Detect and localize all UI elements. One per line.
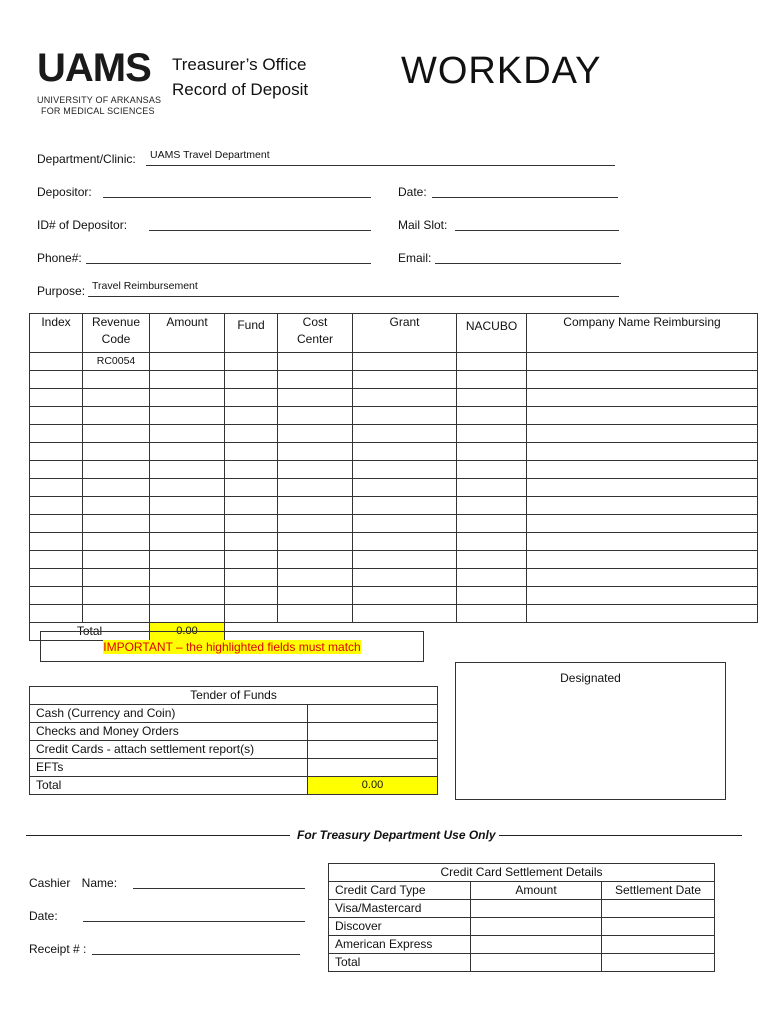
cell-nacubo[interactable] <box>457 587 527 605</box>
cell-cost-center[interactable] <box>278 371 353 389</box>
purpose-value[interactable]: Travel Reimbursement <box>92 280 198 292</box>
cell-fund[interactable] <box>225 425 278 443</box>
table-row <box>329 900 715 918</box>
tender-label-efts: EFTs <box>30 759 308 777</box>
cell-index[interactable] <box>30 407 83 425</box>
table-row <box>329 954 715 972</box>
cell-cost-center[interactable] <box>278 353 353 371</box>
cell-nacubo[interactable] <box>457 371 527 389</box>
header-grant: Grant <box>353 314 457 353</box>
tender-title: Tender of Funds <box>30 687 438 705</box>
cell-amount[interactable] <box>150 551 225 569</box>
cell-company[interactable] <box>527 497 758 515</box>
cell-company[interactable] <box>527 425 758 443</box>
tender-label-credit-cards: Credit Cards - attach settlement report(s) <box>30 741 308 759</box>
cell-fund[interactable] <box>225 461 278 479</box>
cell-company[interactable] <box>527 587 758 605</box>
cell-index[interactable] <box>30 605 83 623</box>
cell-nacubo[interactable] <box>457 479 527 497</box>
workday-title: WORKDAY <box>401 50 602 92</box>
cell-cost-center[interactable] <box>278 587 353 605</box>
table-row <box>30 705 438 723</box>
cell-company[interactable] <box>527 569 758 587</box>
depositor-id-label: ID# of Depositor: <box>37 218 128 232</box>
cell-company[interactable] <box>527 605 758 623</box>
cell-cost-center[interactable] <box>278 425 353 443</box>
cell-amount[interactable] <box>150 569 225 587</box>
receipt-number-field[interactable] <box>92 954 300 955</box>
department-value[interactable]: UAMS Travel Department <box>150 149 270 161</box>
cashier-name-field[interactable] <box>133 888 305 889</box>
cell-grant[interactable] <box>353 371 457 389</box>
depositor-field[interactable] <box>103 197 371 198</box>
tender-value-cash[interactable] <box>308 705 438 723</box>
cc-amount-total[interactable] <box>471 954 602 972</box>
cell-fund[interactable] <box>225 479 278 497</box>
logo-subtitle-line1: UNIVERSITY OF ARKANSAS <box>37 95 162 105</box>
cell-fund[interactable] <box>225 551 278 569</box>
cc-header-settlement-date: Settlement Date <box>602 882 715 900</box>
cell-cost-center[interactable] <box>278 389 353 407</box>
cell-amount[interactable] <box>150 533 225 551</box>
cell-nacubo[interactable] <box>457 515 527 533</box>
cc-amount-visa[interactable] <box>471 900 602 918</box>
purpose-label: Purpose: <box>37 284 86 298</box>
cell-grant[interactable] <box>353 407 457 425</box>
table-row <box>30 741 438 759</box>
cell-company[interactable] <box>527 389 758 407</box>
cell-grant[interactable] <box>353 569 457 587</box>
cell-index[interactable] <box>30 425 83 443</box>
cell-revenue-code[interactable] <box>83 515 150 533</box>
cell-cost-center[interactable] <box>278 479 353 497</box>
cc-type-amex: American Express <box>329 936 471 954</box>
cell-index[interactable] <box>30 479 83 497</box>
cell-grant[interactable] <box>353 425 457 443</box>
cell-index[interactable] <box>30 587 83 605</box>
phone-label: Phone#: <box>37 251 82 265</box>
cell-amount[interactable] <box>150 461 225 479</box>
table-row <box>30 497 758 515</box>
department-label: Department/Clinic: <box>37 152 136 166</box>
cell-index[interactable] <box>30 443 83 461</box>
deposit-total-label: Total <box>30 623 150 641</box>
cell-fund[interactable] <box>225 389 278 407</box>
cell-grant[interactable] <box>353 479 457 497</box>
table-row <box>30 389 758 407</box>
tender-value-total: 0.00 <box>308 777 438 795</box>
cell-cost-center[interactable] <box>278 407 353 425</box>
cell-grant[interactable] <box>353 551 457 569</box>
cell-revenue-code[interactable] <box>83 587 150 605</box>
logo-subtitle-line2: FOR MEDICAL SCIENCES <box>41 106 155 116</box>
cell-amount[interactable] <box>150 515 225 533</box>
cell-grant[interactable] <box>353 443 457 461</box>
treasury-date-label: Date: <box>29 909 58 923</box>
table-row <box>30 551 758 569</box>
cc-date-amex[interactable] <box>602 936 715 954</box>
cell-amount[interactable] <box>150 389 225 407</box>
cell-fund[interactable] <box>225 497 278 515</box>
table-row <box>30 605 758 623</box>
treasury-heading: For Treasury Department Use Only <box>294 828 499 842</box>
cell-cost-center[interactable] <box>278 497 353 515</box>
cell-grant[interactable] <box>353 533 457 551</box>
cell-revenue-code[interactable] <box>83 551 150 569</box>
table-row <box>30 443 758 461</box>
depositor-id-field[interactable] <box>149 230 371 231</box>
table-row <box>30 371 758 389</box>
treasury-divider-right <box>496 835 742 836</box>
cell-company[interactable] <box>527 461 758 479</box>
cell-grant[interactable] <box>353 587 457 605</box>
cell-revenue-code[interactable] <box>83 497 150 515</box>
cell-cost-center[interactable] <box>278 569 353 587</box>
cell-amount[interactable] <box>150 371 225 389</box>
cc-amount-discover[interactable] <box>471 918 602 936</box>
cell-cost-center[interactable] <box>278 461 353 479</box>
cell-amount[interactable] <box>150 443 225 461</box>
table-row <box>30 425 758 443</box>
cell-amount[interactable] <box>150 587 225 605</box>
deposit-table <box>29 313 758 641</box>
tender-of-funds-table <box>29 686 438 795</box>
office-title-line1: Treasurer’s Office <box>172 55 307 74</box>
cell-revenue-code[interactable]: RC0054 <box>83 353 150 371</box>
cell-fund[interactable] <box>225 569 278 587</box>
header-amount: Amount <box>150 314 225 353</box>
cell-revenue-code[interactable] <box>83 443 150 461</box>
header-fund: Fund <box>225 314 278 353</box>
deposit-total-amount: 0.00 <box>150 623 225 641</box>
important-notice-text: IMPORTANT – the highlighted fields must match <box>103 640 361 654</box>
cell-fund[interactable] <box>225 407 278 425</box>
cell-revenue-code[interactable] <box>83 461 150 479</box>
phone-field[interactable] <box>86 263 371 264</box>
tender-value-checks[interactable] <box>308 723 438 741</box>
cell-nacubo[interactable] <box>457 443 527 461</box>
cell-grant[interactable] <box>353 515 457 533</box>
cell-revenue-code[interactable] <box>83 569 150 587</box>
cell-fund[interactable] <box>225 371 278 389</box>
cell-index[interactable] <box>30 497 83 515</box>
cell-index[interactable] <box>30 353 83 371</box>
cc-amount-amex[interactable] <box>471 936 602 954</box>
uams-logo: UAMS <box>37 46 151 90</box>
email-field[interactable] <box>435 263 621 264</box>
table-row <box>30 353 758 371</box>
table-row <box>329 918 715 936</box>
cell-revenue-code[interactable] <box>83 407 150 425</box>
cell-grant[interactable] <box>353 389 457 407</box>
treasury-divider-left <box>26 835 290 836</box>
mail-slot-label: Mail Slot: <box>398 218 448 232</box>
cell-revenue-code[interactable] <box>83 371 150 389</box>
email-label: Email: <box>398 251 432 265</box>
tender-label-checks: Checks and Money Orders <box>30 723 308 741</box>
cell-company[interactable] <box>527 479 758 497</box>
cell-nacubo[interactable] <box>457 407 527 425</box>
treasury-date-field[interactable] <box>83 921 305 922</box>
table-row <box>30 587 758 605</box>
date-field[interactable] <box>432 197 618 198</box>
tender-label-cash: Cash (Currency and Coin) <box>30 705 308 723</box>
table-row <box>329 936 715 954</box>
cc-type-total: Total <box>329 954 471 972</box>
table-row <box>30 515 758 533</box>
cell-grant[interactable] <box>353 497 457 515</box>
table-row <box>30 569 758 587</box>
table-row <box>30 407 758 425</box>
header-company-name-reimbursing: Company Name Reimbursing <box>527 314 758 353</box>
purpose-field-line[interactable] <box>88 296 619 297</box>
cell-nacubo[interactable] <box>457 497 527 515</box>
date-label: Date: <box>398 185 427 199</box>
cell-company[interactable] <box>527 353 758 371</box>
depositor-label: Depositor: <box>37 185 92 199</box>
receipt-number-label: Receipt # : <box>29 942 87 956</box>
cell-index[interactable] <box>30 515 83 533</box>
cell-fund[interactable] <box>225 533 278 551</box>
cell-fund[interactable] <box>225 353 278 371</box>
cell-grant[interactable] <box>353 461 457 479</box>
cell-fund[interactable] <box>225 605 278 623</box>
cell-amount[interactable] <box>150 407 225 425</box>
cc-title: Credit Card Settlement Details <box>329 864 715 882</box>
cell-nacubo[interactable] <box>457 353 527 371</box>
cell-amount[interactable] <box>150 425 225 443</box>
table-row <box>30 777 438 795</box>
cell-revenue-code[interactable] <box>83 389 150 407</box>
cashier-name-label: Cashier Name: <box>29 876 118 890</box>
table-row <box>30 479 758 497</box>
cell-revenue-code[interactable] <box>83 479 150 497</box>
cell-amount[interactable] <box>150 605 225 623</box>
department-field-line[interactable] <box>146 165 615 166</box>
cell-index[interactable] <box>30 533 83 551</box>
table-row <box>30 759 438 777</box>
cell-fund[interactable] <box>225 587 278 605</box>
cc-date-discover[interactable] <box>602 918 715 936</box>
cell-cost-center[interactable] <box>278 533 353 551</box>
cell-revenue-code[interactable] <box>83 533 150 551</box>
cell-cost-center[interactable] <box>278 605 353 623</box>
cell-amount[interactable] <box>150 479 225 497</box>
cc-type-discover: Discover <box>329 918 471 936</box>
cell-company[interactable] <box>527 443 758 461</box>
cell-nacubo[interactable] <box>457 533 527 551</box>
header-nacubo: NACUBO <box>457 314 527 353</box>
header-index: Index <box>30 314 83 353</box>
cc-header-type: Credit Card Type <box>329 882 471 900</box>
cell-cost-center[interactable] <box>278 443 353 461</box>
table-row <box>30 461 758 479</box>
tender-value-efts[interactable] <box>308 759 438 777</box>
designated-label: Designated <box>560 671 621 685</box>
cell-amount[interactable] <box>150 497 225 515</box>
designated-box[interactable] <box>455 662 726 800</box>
cell-nacubo[interactable] <box>457 551 527 569</box>
cell-grant[interactable] <box>353 353 457 371</box>
cell-revenue-code[interactable] <box>83 605 150 623</box>
cell-revenue-code[interactable] <box>83 425 150 443</box>
cell-index[interactable] <box>30 569 83 587</box>
table-row <box>30 723 438 741</box>
cell-cost-center[interactable] <box>278 551 353 569</box>
cell-nacubo[interactable] <box>457 389 527 407</box>
cell-index[interactable] <box>30 461 83 479</box>
cc-date-total[interactable] <box>602 954 715 972</box>
cell-company[interactable] <box>527 407 758 425</box>
header-revenue-code: Revenue Code <box>83 314 150 353</box>
cc-header-row <box>329 882 715 900</box>
cell-fund[interactable] <box>225 443 278 461</box>
cc-header-amount: Amount <box>471 882 602 900</box>
office-title <box>172 52 308 102</box>
office-title-line2: Record of Deposit <box>172 80 309 99</box>
cell-company[interactable] <box>527 551 758 569</box>
cell-company[interactable] <box>527 371 758 389</box>
mail-slot-field[interactable] <box>455 230 619 231</box>
cell-index[interactable] <box>30 389 83 407</box>
cell-nacubo[interactable] <box>457 425 527 443</box>
cell-nacubo[interactable] <box>457 461 527 479</box>
cell-index[interactable] <box>30 371 83 389</box>
cell-cost-center[interactable] <box>278 515 353 533</box>
cell-index[interactable] <box>30 551 83 569</box>
cc-date-visa[interactable] <box>602 900 715 918</box>
deposit-table-header <box>30 314 758 353</box>
uams-logo-subtitle <box>37 95 161 117</box>
cell-company[interactable] <box>527 515 758 533</box>
cell-fund[interactable] <box>225 515 278 533</box>
cell-nacubo[interactable] <box>457 605 527 623</box>
cell-grant[interactable] <box>353 605 457 623</box>
cc-type-visa: Visa/Mastercard <box>329 900 471 918</box>
cell-amount[interactable] <box>150 353 225 371</box>
tender-label-total: Total <box>30 777 308 795</box>
header-cost-center: Cost Center <box>278 314 353 353</box>
credit-card-settlement-table <box>328 863 715 972</box>
cell-company[interactable] <box>527 533 758 551</box>
important-notice <box>40 631 424 662</box>
cell-nacubo[interactable] <box>457 569 527 587</box>
table-row <box>30 533 758 551</box>
tender-value-credit-cards[interactable] <box>308 741 438 759</box>
